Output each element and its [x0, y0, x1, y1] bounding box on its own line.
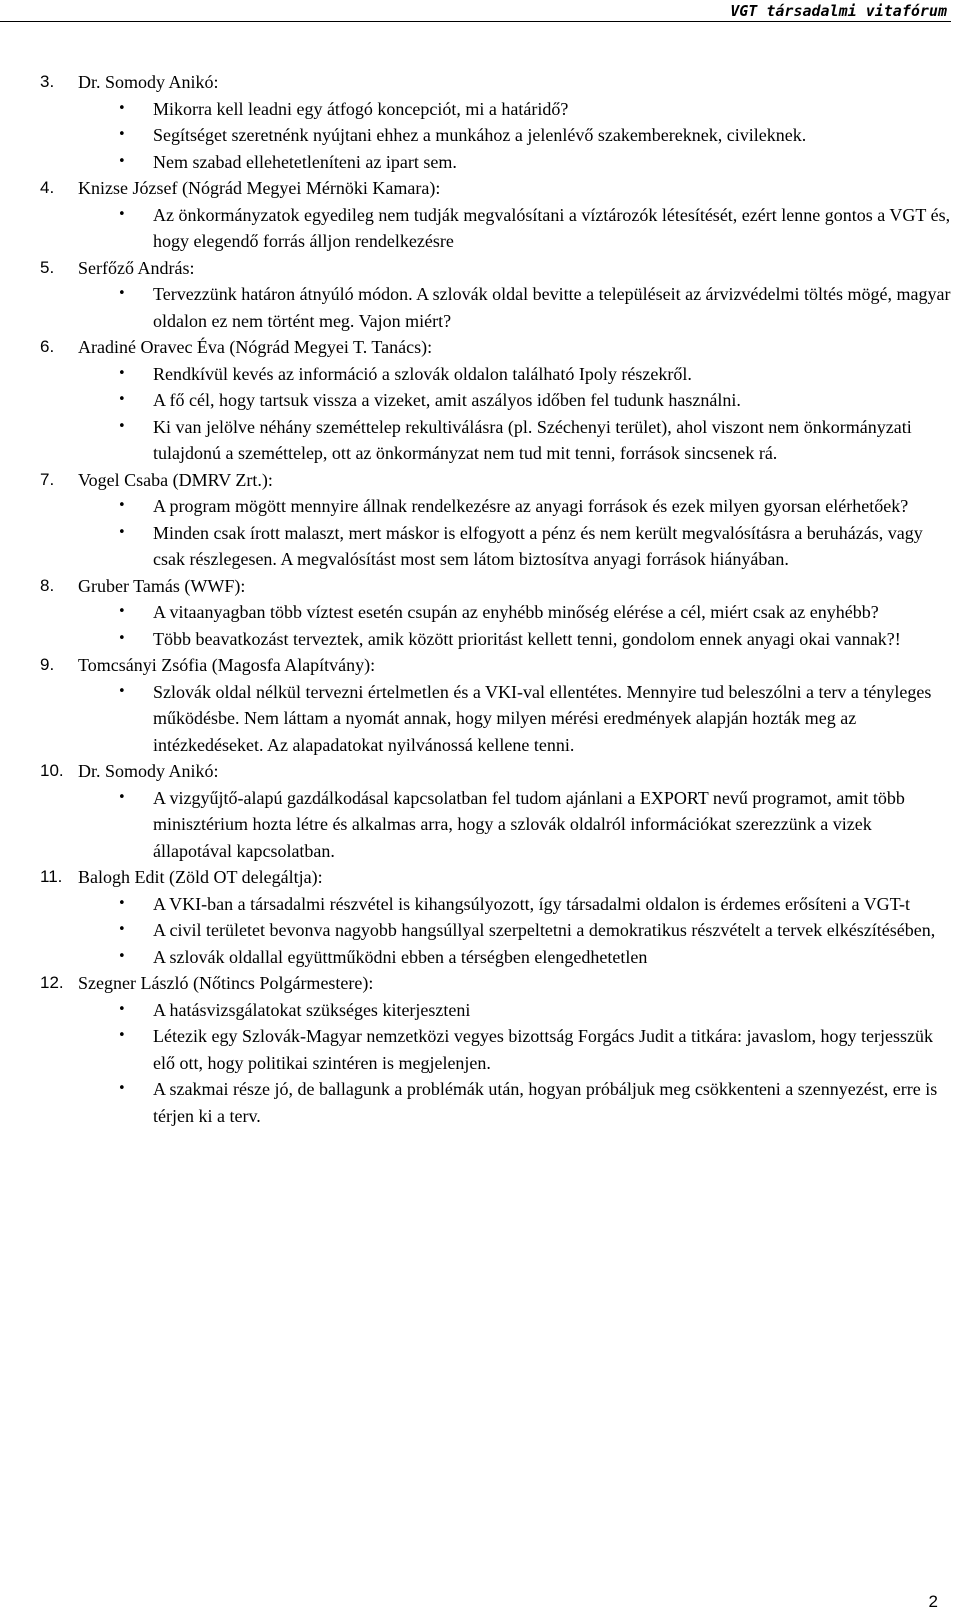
- comment-text: Mikorra kell leadni egy átfogó koncepciót, mi a határidő?: [153, 98, 569, 119]
- comment-list: [0, 361, 960, 467]
- comment-item: [0, 414, 960, 467]
- speaker-name: Gruber Tamás (WWF):: [78, 575, 246, 596]
- comment-item: [0, 387, 960, 414]
- comment-item: [0, 917, 960, 944]
- bullet-icon: •: [118, 127, 126, 142]
- speaker-list: [0, 69, 960, 1129]
- entry-heading: [0, 970, 960, 997]
- speaker-name: Vogel Csaba (DMRV Zrt.):: [78, 469, 273, 490]
- comment-item: [0, 599, 960, 626]
- comment-text: Minden csak írott malaszt, mert máskor is elfogyott a pénz és nem került megvalósításra a beruházás, vagy csak részlegesen. A megvalósítást most sem látom biztosítva anyagi források hiányában.: [153, 522, 923, 569]
- comment-list: [0, 997, 960, 1130]
- bullet-icon: •: [118, 418, 126, 434]
- speaker-entry: [0, 69, 960, 175]
- bullet-icon: •: [118, 1028, 126, 1043]
- comment-text: Nem szabad ellehetetleníteni az ipart sem.: [153, 151, 457, 172]
- speaker-entry: [0, 758, 960, 864]
- comment-text: A VKI-ban a társadalmi részvétel is kihangsúlyozott, így társadalmi oldalon is érdemes erősíteni a VGT-t: [153, 893, 910, 914]
- entry-number: 8.: [40, 575, 55, 595]
- bullet-icon: •: [118, 1001, 126, 1017]
- comment-item: [0, 493, 960, 520]
- comment-text: Létezik egy Szlovák-Magyar nemzetközi vegyes bizottság Forgács Judit a titkára: javaslom, hogy terjesszük elő ott, hogy politikai szintéren is megjelenjen.: [153, 1026, 933, 1073]
- entry-number: 4.: [40, 178, 55, 197]
- comment-text: Több beavatkozást terveztek, amik között prioritást kellett tenni, gondolom ennek anyagi okai vannak?!: [153, 628, 901, 649]
- comment-list: [0, 679, 960, 759]
- speaker-entry: [0, 175, 960, 255]
- comment-item: [0, 122, 960, 149]
- comment-item: [0, 1076, 960, 1129]
- speaker-name: Aradiné Oravec Éva (Nógrád Megyei T. Tanács):: [78, 337, 433, 357]
- entry-number: 7.: [40, 469, 55, 489]
- speaker-name: Dr. Somody Anikó:: [78, 72, 219, 92]
- speaker-name: Serfőző András:: [78, 257, 195, 278]
- comment-item: [0, 96, 960, 123]
- comment-text: A szlovák oldallal együttműködni ebben a térségben elengedhetetlen: [153, 946, 648, 967]
- comment-text: A program mögött mennyire állnak rendelkezésre az anyagi források és ezek milyen gyorsan elérhetőek?: [153, 496, 909, 516]
- entry-heading: [0, 255, 960, 282]
- speaker-entry: [0, 573, 960, 653]
- bullet-icon: •: [118, 604, 126, 619]
- comment-list: [0, 202, 960, 255]
- speaker-entry: [0, 970, 960, 1129]
- comment-text: Rendkívül kevés az információ a szlovák oldalon található Ipoly részekről.: [153, 363, 692, 384]
- entry-number: 6.: [40, 337, 55, 356]
- bullet-icon: •: [118, 948, 126, 964]
- speaker-name: Balogh Edit (Zöld OT delegáltja):: [78, 867, 323, 887]
- comment-item: [0, 281, 960, 334]
- page-header: [0, 0, 960, 24]
- entry-number: 9.: [40, 655, 55, 674]
- comment-item: [0, 202, 960, 255]
- bullet-icon: •: [118, 498, 126, 513]
- page-number: 2: [928, 1592, 938, 1611]
- entry-heading: [0, 467, 960, 494]
- entry-number: 11.: [40, 867, 63, 886]
- comment-list: [0, 96, 960, 176]
- speaker-entry: [0, 652, 960, 758]
- entry-heading: [0, 175, 960, 202]
- header-rule: [0, 21, 951, 22]
- speaker-name: Dr. Somody Anikó:: [78, 761, 219, 781]
- speaker-name: Szegner László (Nőtincs Polgármestere):: [78, 973, 374, 993]
- entry-number: 10.: [40, 761, 64, 780]
- comment-text: A vitaanyagban több víztest esetén csupán az enyhébb minőség elérése a cél, miért csak az enyhébb?: [153, 602, 879, 622]
- entry-heading: [0, 334, 960, 361]
- entry-heading: [0, 758, 960, 785]
- comment-item: [0, 1023, 960, 1076]
- bullet-icon: •: [118, 1081, 126, 1096]
- entry-heading: [0, 573, 960, 600]
- bullet-icon: •: [118, 392, 126, 407]
- speaker-entry: [0, 255, 960, 335]
- comment-text: A vizgyűjtő-alapú gazdálkodásal kapcsolatban fel tudom ajánlani a EXPORT nevű programot, amit több minisztérium hozta létre és alkalmas arra, hogy a szlovák oldalról információkat szerezzünk a vizek állapotával kapcsolatban.: [153, 787, 905, 861]
- entry-number: 5.: [40, 257, 55, 277]
- comment-item: [0, 997, 960, 1024]
- bullet-icon: •: [118, 922, 126, 937]
- header-title: VGT társadalmi vitafórum: [730, 2, 947, 20]
- entry-heading: [0, 864, 960, 891]
- entry-heading: [0, 652, 960, 679]
- comment-item: [0, 149, 960, 176]
- bullet-icon: •: [118, 153, 126, 169]
- comment-text: Szlovák oldal nélkül tervezni értelmetlen és a VKI-val ellentétes. Mennyire tud beleszólni a terv a tényleges működésbe. Nem láttam a nyomát annak, hogy milyen mérési eredmények alapján hozták meg az intézkedéseket. Az alapadatokat nyilvánossá kellene tenni.: [153, 681, 932, 755]
- speaker-entry: [0, 334, 960, 467]
- bullet-icon: •: [118, 206, 126, 222]
- speaker-name: Knizse József (Nógrád Megyei Mérnöki Kamara):: [78, 178, 441, 198]
- comment-text: Tervezzünk határon átnyúló módon. A szlovák oldal bevitte a településeit az árvizvédelmi töltés mögé, magyar oldalon ez nem történt meg. Vajon miért?: [153, 284, 951, 331]
- comment-text: A civil területet bevonva nagyobb hangsúllyal szerpeltetni a demokratikus részvételt a tervek elkészítésében,: [153, 920, 936, 940]
- bullet-icon: •: [118, 630, 126, 646]
- bullet-icon: •: [118, 365, 126, 381]
- comment-text: A szakmai része jó, de ballagunk a problémák után, hogyan próbáljuk meg csökkenteni a szennyezést, erre is térjen ki a terv.: [153, 1079, 938, 1126]
- comment-item: [0, 891, 960, 918]
- entry-number: 12.: [40, 973, 64, 992]
- bullet-icon: •: [118, 895, 126, 911]
- comment-list: [0, 281, 960, 334]
- bullet-icon: •: [118, 524, 126, 540]
- comment-text: A hatásvizsgálatokat szükséges kiterjeszteni: [153, 999, 471, 1020]
- comment-item: [0, 520, 960, 573]
- speaker-name: Tomcsányi Zsófia (Magosfa Alapítvány):: [78, 655, 376, 675]
- bullet-icon: •: [118, 789, 126, 805]
- comment-text: A fő cél, hogy tartsuk vissza a vizeket, amit aszályos időben fel tudunk használni.: [153, 390, 741, 410]
- comment-item: [0, 361, 960, 388]
- comment-list: [0, 891, 960, 971]
- comment-list: [0, 599, 960, 652]
- bullet-icon: •: [118, 683, 126, 699]
- comment-item: [0, 679, 960, 759]
- comment-text: Az önkormányzatok egyedileg nem tudják megvalósítani a víztározók létesítését, ezért lenne gontos a VGT és, hogy elegendő forrás álljon rendelkezésre: [153, 204, 951, 251]
- comment-text: Ki van jelölve néhány szeméttelep rekultiválásra (pl. Széchenyi terület), ahol viszont nem önkormányzati tulajdonú a szeméttelep, ott az önkormányzat nem tud mit tenni, források sincsenek rá.: [153, 416, 912, 463]
- comment-item: [0, 944, 960, 971]
- comment-list: [0, 785, 960, 865]
- speaker-entry: [0, 467, 960, 573]
- entry-heading: [0, 69, 960, 96]
- bullet-icon: •: [118, 100, 126, 116]
- comment-list: [0, 493, 960, 573]
- speaker-entry: [0, 864, 960, 970]
- comment-item: [0, 626, 960, 653]
- bullet-icon: •: [118, 286, 126, 301]
- comment-text: Segítséget szeretnénk nyújtani ehhez a munkához a jelenlévő szakembereknek, civileknek.: [153, 125, 807, 145]
- comment-item: [0, 785, 960, 865]
- entry-number: 3.: [40, 72, 55, 91]
